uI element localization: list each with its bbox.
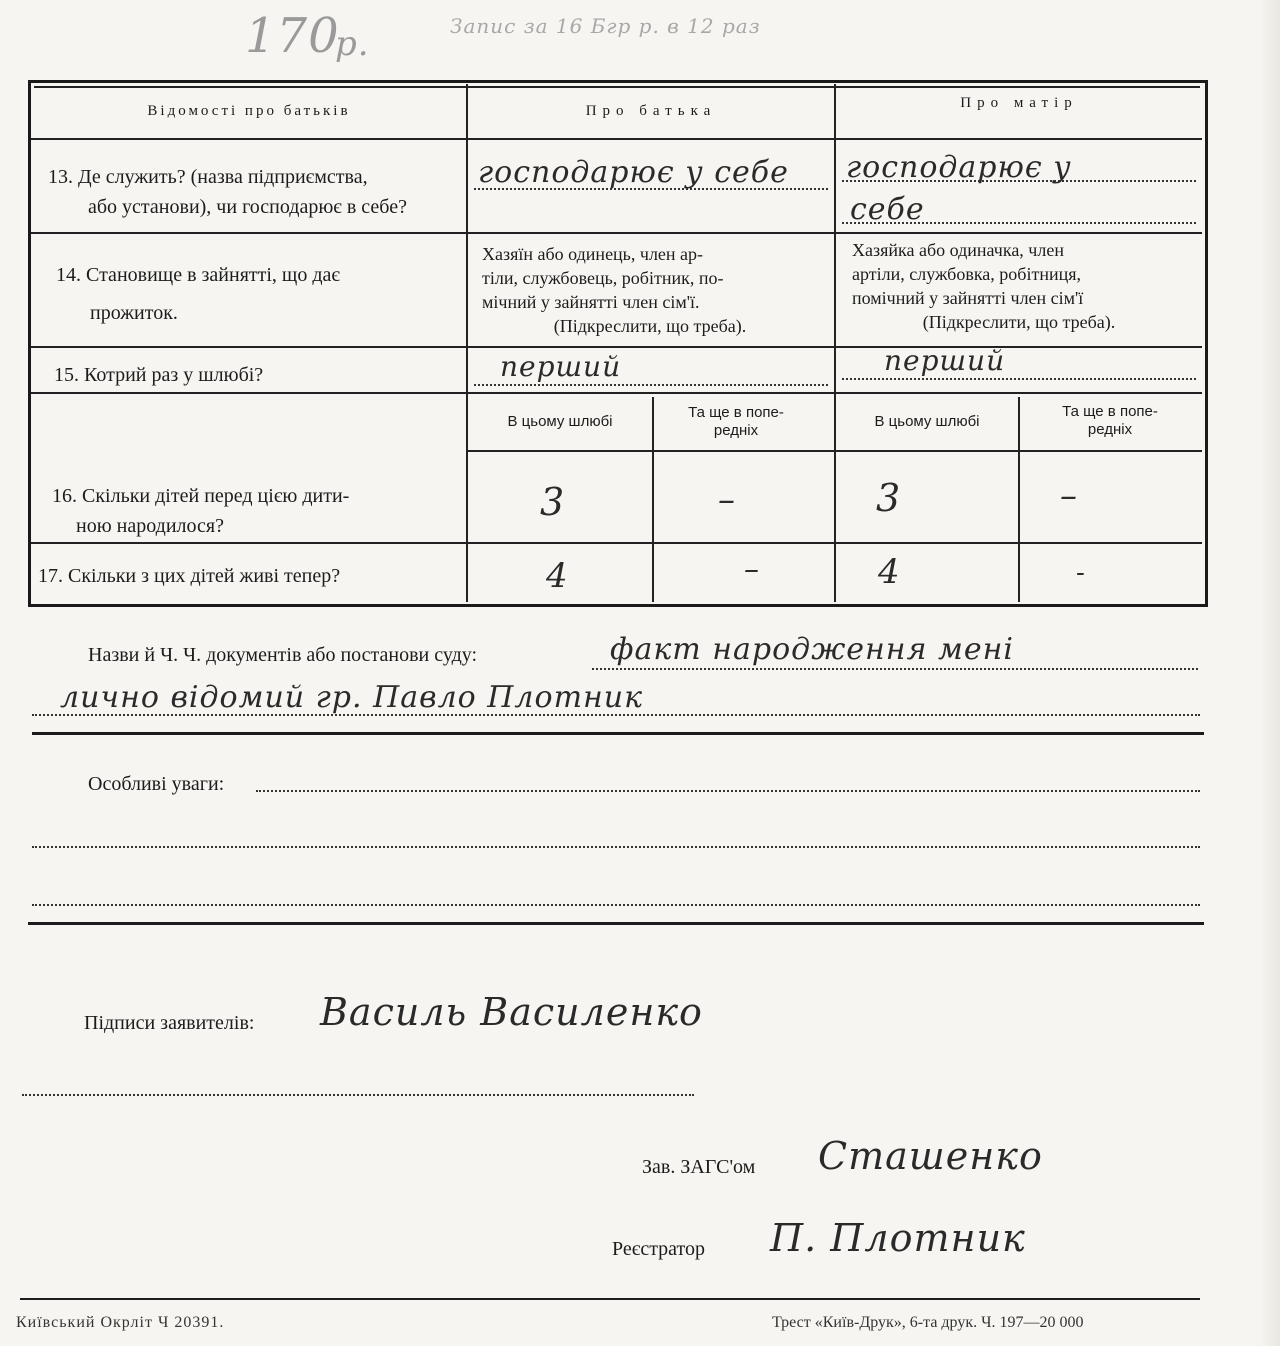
q14-mother-line3: помічний у зайнятті член сім'ї xyxy=(852,288,1084,308)
subheader-mother-previous xyxy=(1020,403,1200,439)
q14-mother-line1: Хазяйка або одиначка, член xyxy=(852,240,1064,260)
q14-label xyxy=(52,260,462,328)
remarks-label: Особливі уваги: xyxy=(88,773,225,795)
applicants-signature-label: Підписи заявителів: xyxy=(84,1012,255,1034)
q17-label: 17. Скільки з цих дітей живі тепер? xyxy=(38,565,341,587)
subheader-father-this-marriage: В цьому шлюбі xyxy=(507,413,613,430)
q15-mother-value: перший xyxy=(884,344,1006,377)
faint-top-note: Запис за 16 Бгр р. в 12 раз xyxy=(450,14,761,38)
applicants-signature: Василь Василенко xyxy=(320,990,703,1034)
q15-label: 15. Котрий раз у шлюбі? xyxy=(54,364,264,386)
subheader-mother-previous-line2: редніх xyxy=(1087,421,1133,438)
header-mother: Про матір xyxy=(960,95,1078,111)
q16-label xyxy=(52,481,462,541)
page-edge-shadow xyxy=(1260,0,1280,1346)
q14-label-line1: 14. Становище в зайнятті, що дає xyxy=(56,264,340,286)
q13-father-value: господарює у себе xyxy=(478,155,789,190)
q16-label-line1: 16. Скільки дітей перед цією дити- xyxy=(52,485,350,507)
q13-label-line1: 13. Де служить? (назва підприємства, xyxy=(48,166,368,188)
q14-father-line3: мічний у зайнятті член сім'ї. xyxy=(482,292,700,312)
subheader-mother-this-marriage: В цьому шлюбі xyxy=(874,413,980,430)
q16-label-line2: ною народилося? xyxy=(76,515,224,537)
q13-mother-value-line2: себе xyxy=(850,192,925,227)
q13-label-line2: або установи), чи господарює в себе? xyxy=(88,196,407,218)
footer-right: Трест «Київ-Друк», 6-та друк. Ч. 197—20 000 xyxy=(772,1314,1084,1331)
q14-father-line1: Хазяїн або одинець, член ар- xyxy=(482,244,704,264)
footer-left: Київський Окрліт Ч 20391. xyxy=(16,1314,225,1331)
registrar-signature: П. Плотник xyxy=(770,1216,1026,1260)
q14-mother-line4: (Підкреслити, що треба). xyxy=(922,312,1116,332)
q17-father-this: 4 xyxy=(546,556,569,596)
q17-mother-prev: - xyxy=(1076,558,1086,588)
q14-mother-options xyxy=(852,238,1186,334)
registrar-label: Реєстратор xyxy=(612,1238,706,1260)
q14-label-line2: прожиток. xyxy=(90,302,178,324)
documents-label: Назви й Ч. Ч. документів або постанови суду: xyxy=(88,644,478,666)
q17-mother-this: 4 xyxy=(878,552,901,592)
q14-father-line2: тіли, службовець, робітник, по- xyxy=(482,268,724,288)
header-father: Про батька xyxy=(585,103,717,119)
documents-value-line1: факт народження мені xyxy=(610,632,1014,667)
subheader-father-previous-line2: редніх xyxy=(713,422,759,439)
q13-mother-value-line1: господарює у xyxy=(846,150,1072,185)
q14-father-options xyxy=(482,242,818,338)
subheader-mother-previous-line1: Та ще в попе- xyxy=(1062,403,1158,420)
subheader-father-previous xyxy=(654,404,818,440)
q16-father-prev: – xyxy=(718,480,736,520)
archive-number-mark: 170 xyxy=(245,8,340,64)
q14-father-line4: (Підкреслити, що треба). xyxy=(553,316,747,336)
q17-father-prev: – xyxy=(744,552,760,587)
q13-label xyxy=(48,162,463,222)
head-zags-label: Зав. ЗАГС'ом xyxy=(642,1156,756,1178)
q15-father-value: перший xyxy=(500,350,622,383)
archive-letter-mark: р. xyxy=(335,24,370,64)
q16-mother-prev: – xyxy=(1060,476,1078,516)
q14-mother-line2: артіли, службовка, робітниця, xyxy=(852,264,1081,284)
q16-father-this: 3 xyxy=(540,480,566,524)
header-parents-info: Відомості про батьків xyxy=(147,103,351,119)
documents-value-line2: лично відомий гр. Павло Плотник xyxy=(60,680,644,715)
q16-mother-this: 3 xyxy=(876,476,902,520)
head-zags-signature: Сташенко xyxy=(818,1134,1043,1178)
subheader-father-previous-line1: Та ще в попе- xyxy=(688,404,784,421)
